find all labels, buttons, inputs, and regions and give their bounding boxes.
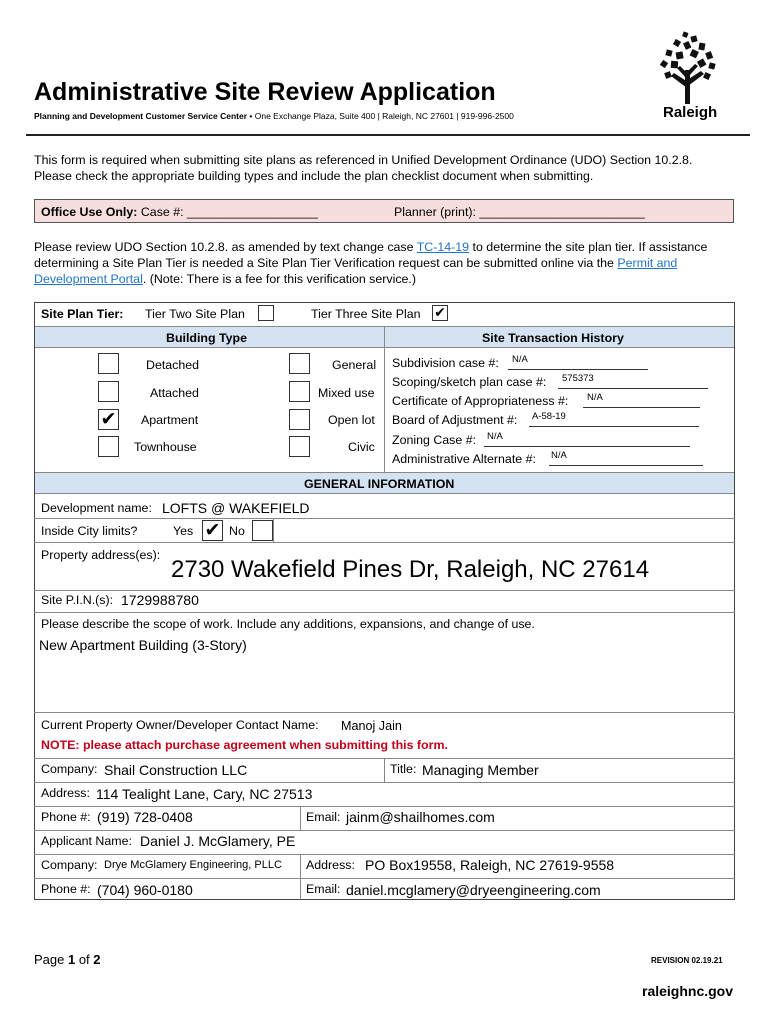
company-address-divider bbox=[300, 854, 301, 878]
applicant-address-value[interactable]: PO Box19558, Raleigh, NC 27619-9558 bbox=[365, 857, 615, 873]
open-lot-checkbox[interactable] bbox=[289, 409, 310, 430]
coa-line bbox=[583, 407, 700, 408]
applicant-email-value[interactable]: daniel.mcglamery@dryeengineering.com bbox=[346, 882, 601, 898]
title-label: Title: bbox=[390, 762, 417, 776]
planner-field: Planner (print): ________________________ bbox=[394, 205, 645, 219]
general-label: General bbox=[332, 358, 377, 372]
row-divider bbox=[34, 806, 735, 807]
attached-checkbox[interactable] bbox=[98, 381, 119, 402]
admin-alternate-line bbox=[549, 465, 703, 466]
admin-alternate-label: Administrative Alternate #: bbox=[392, 452, 536, 466]
page-indicator bbox=[34, 952, 101, 967]
tier-two-checkbox[interactable] bbox=[258, 305, 274, 321]
admin-alternate-value[interactable]: N/A bbox=[551, 450, 567, 461]
review-text-3: . (Note: There is a fee for this verification service.) bbox=[142, 272, 416, 286]
apartment-checkbox[interactable]: ✔ bbox=[98, 409, 119, 430]
scoping-case-line bbox=[558, 388, 708, 389]
open-lot-label: Open lot bbox=[328, 413, 375, 427]
page-number: 1 bbox=[67, 952, 76, 967]
site-transaction-header: Site Transaction History bbox=[482, 331, 624, 345]
column-divider bbox=[384, 326, 385, 472]
apartment-label: Apartment bbox=[141, 413, 199, 427]
dev-name-value[interactable]: LOFTS @ WAKEFIELD bbox=[162, 500, 310, 516]
owner-address-value[interactable]: 114 Tealight Lane, Cary, NC 27513 bbox=[96, 786, 313, 802]
civic-label: Civic bbox=[348, 440, 375, 454]
owner-value[interactable]: Manoj Jain bbox=[341, 719, 402, 733]
owner-label: Current Property Owner/Developer Contact Name: bbox=[41, 718, 319, 732]
zoning-case-value[interactable]: N/A bbox=[487, 431, 503, 442]
townhouse-checkbox[interactable] bbox=[98, 436, 119, 457]
detached-checkbox[interactable] bbox=[98, 353, 119, 374]
page-subtitle bbox=[34, 111, 514, 121]
mixed-use-checkbox[interactable] bbox=[289, 381, 310, 402]
pin-label: Site P.I.N.(s): bbox=[41, 593, 114, 607]
board-of-adjustment-label: Board of Adjustment #: bbox=[392, 413, 518, 427]
scoping-case-value[interactable]: 575373 bbox=[562, 373, 594, 384]
no-label: No bbox=[229, 524, 245, 538]
page-title: Administrative Site Review Application bbox=[34, 78, 496, 106]
applicant-phone-label: Phone #: bbox=[41, 882, 91, 896]
applicant-email-label: Email: bbox=[306, 882, 341, 896]
company-label: Company: bbox=[41, 762, 98, 776]
office-use-line bbox=[41, 205, 318, 219]
yes-checkbox[interactable]: ✔ bbox=[202, 520, 223, 541]
page-total: 2 bbox=[93, 952, 101, 967]
row-divider bbox=[34, 878, 735, 879]
intro-text: This form is required when submitting site plans as referenced in Unified Development Ordinance (UDO) Section 10.2.8. Please check the appropriate building types and include the plan checklist document when submitting. bbox=[34, 153, 693, 183]
city-limits-end bbox=[273, 518, 274, 542]
applicant-company-label: Company: bbox=[41, 858, 98, 872]
page-prefix: Page bbox=[34, 952, 68, 967]
coa-label: Certificate of Appropriateness #: bbox=[392, 394, 569, 408]
site-plan-tier-label: Site Plan Tier: bbox=[41, 307, 124, 321]
board-of-adjustment-value[interactable]: A-58-19 bbox=[532, 411, 566, 422]
company-title-divider bbox=[384, 758, 385, 782]
owner-email-value[interactable]: jainm@shailhomes.com bbox=[346, 809, 495, 825]
page-of: of bbox=[75, 952, 94, 967]
logo-wordmark: Raleigh bbox=[663, 104, 718, 121]
building-type-header: Building Type bbox=[166, 331, 247, 345]
website-label: raleighnc.gov bbox=[642, 983, 734, 999]
row-divider bbox=[34, 518, 735, 519]
row-divider bbox=[34, 830, 735, 831]
review-text-1: Please review UDO Section 10.2.8. as amended by text change case bbox=[34, 240, 417, 254]
subdivision-case-value[interactable]: N/A bbox=[512, 354, 528, 365]
board-of-adjustment-line bbox=[529, 426, 699, 427]
subdivision-case-label: Subdivision case #: bbox=[392, 356, 499, 370]
subdivision-case-line bbox=[508, 369, 648, 370]
yes-label: Yes bbox=[173, 524, 194, 538]
no-checkbox[interactable] bbox=[252, 520, 273, 541]
civic-checkbox[interactable] bbox=[289, 436, 310, 457]
tier-three-checkbox[interactable]: ✔ bbox=[432, 305, 448, 321]
applicant-label: Applicant Name: bbox=[41, 834, 132, 848]
zoning-case-label: Zoning Case #: bbox=[392, 433, 477, 447]
pin-value[interactable]: 1729988780 bbox=[121, 592, 199, 608]
subtitle-office: Planning and Development Customer Service Center bbox=[34, 111, 248, 121]
row-divider bbox=[34, 590, 735, 591]
raleigh-logo bbox=[657, 30, 719, 122]
dev-name-label: Development name: bbox=[41, 501, 152, 515]
subtitle-address: • One Exchange Plaza, Suite 400 | Raleigh, NC 27601 | 919-996-2500 bbox=[247, 111, 514, 121]
attached-label: Attached bbox=[150, 386, 199, 400]
row-divider bbox=[34, 612, 735, 613]
owner-phone-value[interactable]: (919) 728-0408 bbox=[97, 809, 193, 825]
row-divider bbox=[34, 542, 735, 543]
scope-label: Please describe the scope of work. Include any additions, expansions, and change of use. bbox=[41, 617, 535, 631]
scope-value[interactable]: New Apartment Building (3-Story) bbox=[39, 637, 247, 653]
owner-email-label: Email: bbox=[306, 810, 341, 824]
zoning-case-line bbox=[484, 446, 690, 447]
coa-value[interactable]: N/A bbox=[587, 392, 603, 403]
review-text-2: to determine the site plan tier. If assistance determining a Site Plan Tier is needed a Site Plan Tier Verification request can be submitted online via the bbox=[34, 240, 708, 270]
tier-three-label: Tier Three Site Plan bbox=[311, 307, 421, 321]
oak-tree-icon bbox=[657, 30, 719, 106]
property-address-label: Property address(es): bbox=[41, 548, 161, 562]
applicant-value[interactable]: Daniel J. McGlamery, PE bbox=[140, 833, 296, 849]
row-divider bbox=[34, 782, 735, 783]
tier-review-text bbox=[34, 239, 734, 287]
revision-label: REVISION 02.19.21 bbox=[651, 956, 723, 965]
row-divider bbox=[34, 712, 735, 713]
company-value[interactable]: Shail Construction LLC bbox=[104, 762, 248, 778]
permit-portal-link[interactable]: Permit and Development Portal bbox=[34, 256, 678, 286]
general-info-title: GENERAL INFORMATION bbox=[304, 477, 455, 491]
mixed-use-label: Mixed use bbox=[318, 386, 375, 400]
applicant-company-value[interactable]: Drye McGlamery Engineering, PLLC bbox=[104, 859, 282, 871]
property-address-value[interactable]: 2730 Wakefield Pines Dr, Raleigh, NC 27614 bbox=[171, 556, 650, 583]
tier-two-label: Tier Two Site Plan bbox=[145, 307, 245, 321]
detached-label: Detached bbox=[146, 358, 200, 372]
owner-address-label: Address: bbox=[41, 786, 90, 800]
applicant-address-label: Address: bbox=[306, 858, 355, 872]
townhouse-label: Townhouse bbox=[134, 440, 197, 454]
office-use-label: Office Use Only: bbox=[41, 205, 138, 219]
case-number-field: Case #: ___________________ bbox=[137, 205, 318, 219]
owner-phone-label: Phone #: bbox=[41, 810, 91, 824]
scoping-case-label: Scoping/sketch plan case #: bbox=[392, 375, 547, 389]
city-limits-label: Inside City limits? bbox=[41, 524, 138, 538]
office-use-box bbox=[34, 199, 734, 223]
tc-14-19-link[interactable]: TC-14-19 bbox=[416, 240, 470, 254]
title-value[interactable]: Managing Member bbox=[422, 762, 539, 778]
phone-email-divider-2 bbox=[300, 878, 301, 900]
phone-email-divider bbox=[300, 806, 301, 830]
applicant-phone-value[interactable]: (704) 960-0180 bbox=[97, 882, 193, 898]
row-divider bbox=[34, 854, 735, 855]
purchase-agreement-note: NOTE: please attach purchase agreement when submitting this form. bbox=[41, 738, 448, 752]
header-divider bbox=[26, 134, 750, 136]
general-checkbox[interactable] bbox=[289, 353, 310, 374]
